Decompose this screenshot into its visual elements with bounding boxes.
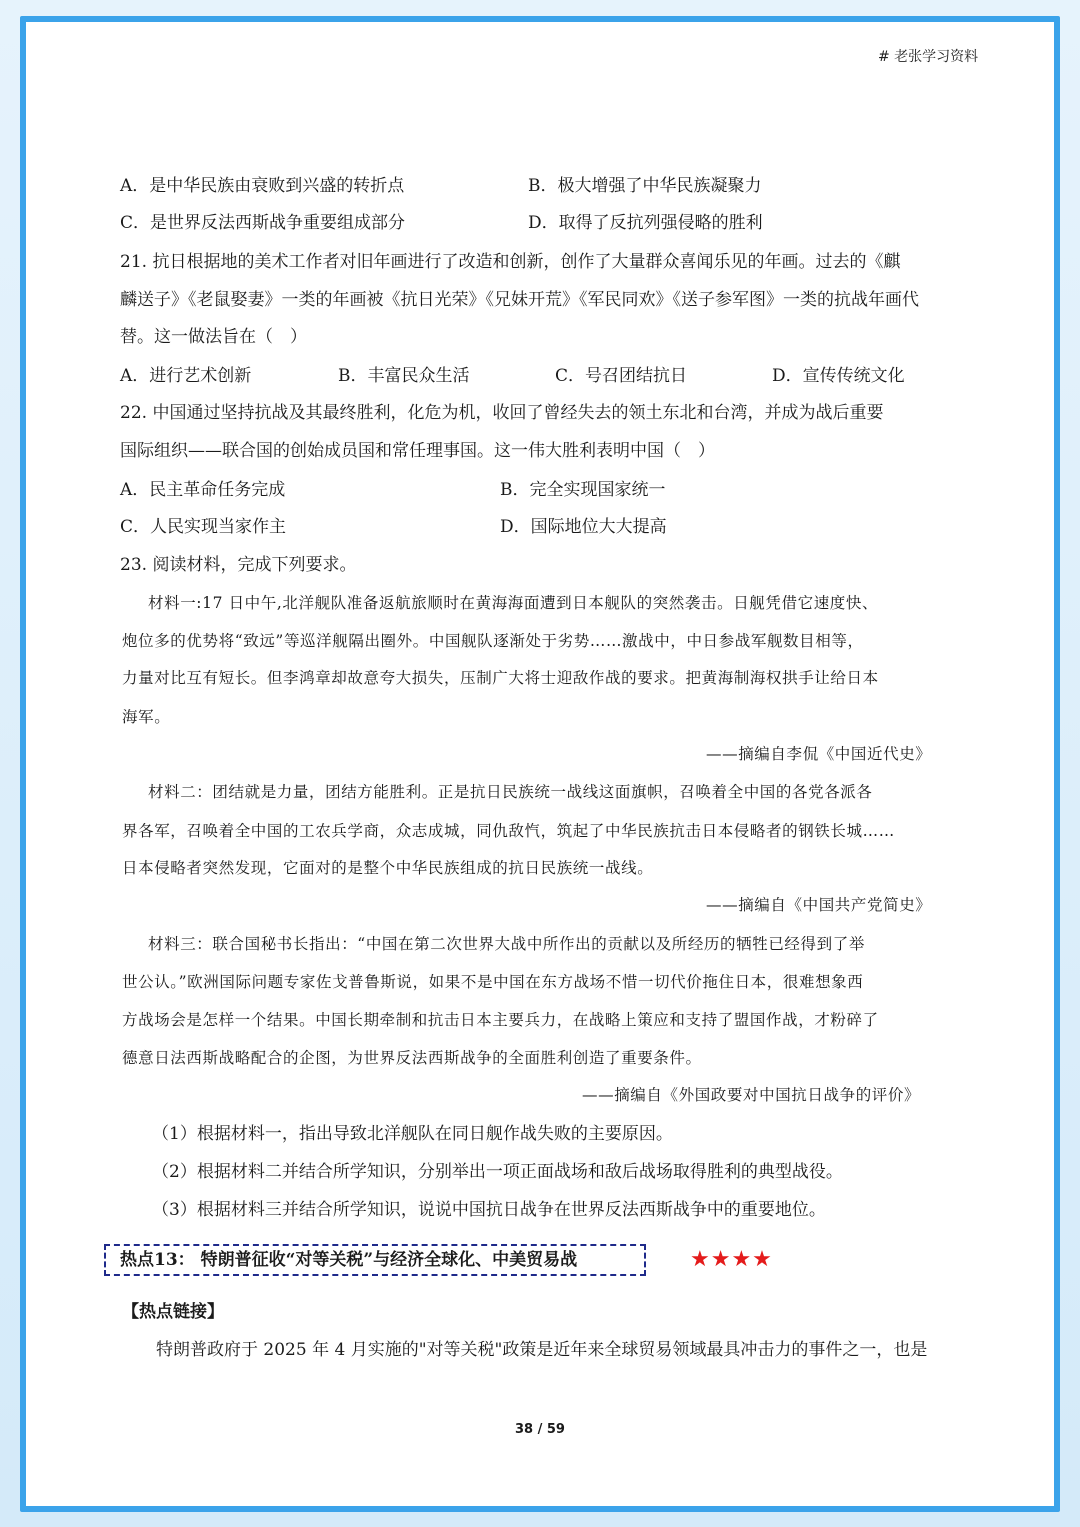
material3-source: ——摘编自《外国政要对中国抗日战争的评价》	[582, 1086, 921, 1104]
q21-option-b: B．丰富民众生活	[338, 366, 470, 386]
material1-source: ——摘编自李侃《中国近代史》	[706, 745, 932, 763]
material3-line1: 材料三：联合国秘书长指出：“中国在第二次世界大战中所作出的贡献以及所经历的牺牲已经得到了举	[148, 935, 865, 953]
q23-subquestion-3: （3）根据材料三并结合所学知识，说说中国抗日战争在世界反法西斯战争中的重要地位。	[152, 1200, 826, 1220]
q22-option-c: C．人民实现当家作主	[120, 517, 287, 537]
q21-stem-line1: 21. 抗日根据地的美术工作者对旧年画进行了改造和创新，创作了大量群众喜闻乐见的年画。过去的《麒	[120, 252, 901, 272]
material2-line3: 日本侵略者突然发现，它面对的是整个中华民族组成的抗日民族统一战线。	[122, 859, 654, 877]
q20-option-b: B．极大增强了中华民族凝聚力	[528, 176, 762, 196]
q22-option-d: D．国际地位大大提高	[500, 517, 667, 537]
hotspot-title: 热点13： 特朗普征收“对等关税”与经济全球化、中美贸易战	[120, 1250, 578, 1270]
material2-line2: 界各军，召唤着全中国的工农兵学商，众志成城，同仇敌忾，筑起了中华民族抗击日本侵略者的钢铁长城……	[122, 822, 895, 840]
q23-stem: 23. 阅读材料，完成下列要求。	[120, 555, 357, 575]
q20-option-c: C．是世界反法西斯战争重要组成部分	[120, 213, 406, 233]
header-tag: # 老张学习资料	[878, 49, 979, 65]
q21-option-c: C．号召团结抗日	[555, 366, 688, 386]
material2-line1: 材料二：团结就是力量，团结方能胜利。正是抗日民族统一战线这面旗帜，召唤着全中国的各党各派各	[148, 783, 873, 801]
document-page	[20, 16, 1060, 1512]
q22-option-b: B．完全实现国家统一	[500, 480, 666, 500]
q21-option-a: A．进行艺术创新	[120, 366, 252, 386]
q20-option-d: D．取得了反抗列强侵略的胜利	[528, 213, 763, 233]
material1-line1: 材料一:17 日中午,北洋舰队准备返航旅顺时在黄海海面遭到日本舰队的突然袭击。日舰凭借它速度快、	[148, 594, 879, 612]
q23-subquestion-1: （1）根据材料一，指出导致北洋舰队在同日舰作战失败的主要原因。	[152, 1124, 673, 1144]
material2-source: ——摘编自《中国共产党简史》	[706, 896, 932, 914]
q22-stem-line1: 22. 中国通过坚持抗战及其最终胜利，化危为机，收回了曾经失去的领土东北和台湾，并成为战后重要	[120, 403, 884, 423]
material1-line3: 力量对比互有短长。但李鸿章却故意夸大损失，压制广大将士迎敌作战的要求。把黄海制海权拱手让给日本	[122, 669, 879, 687]
q22-stem-line2: 国际组织——联合国的创始成员国和常任理事国。这一伟大胜利表明中国（ ）	[120, 441, 715, 461]
q21-stem-line2: 麟送子》《老鼠娶妻》一类的年画被《抗日光荣》《兄妹开荒》《军民同欢》《送子参军图》一类的抗战年画代	[120, 290, 919, 310]
q22-option-a: A．民主革命任务完成	[120, 480, 286, 500]
page-number: 38 / 59	[515, 1422, 565, 1437]
q21-stem-line3: 替。这一做法旨在（ ）	[120, 327, 307, 347]
q20-option-a: A．是中华民族由衰败到兴盛的转折点	[120, 176, 405, 196]
hotspot-paragraph-line1: 特朗普政府于 2025 年 4 月实施的"对等关税"政策是近年来全球贸易领域最具冲击力的事件之一，也是	[156, 1340, 928, 1360]
material1-line4: 海军。	[122, 708, 171, 726]
material1-line2: 炮位多的优势将“致远”等巡洋舰隔出圈外。中国舰队逐渐处于劣势……激战中，中日参战军舰数目相等，	[122, 632, 864, 650]
q23-subquestion-2: （2）根据材料二并结合所学知识，分别举出一项正面战场和敌后战场取得胜利的典型战役。	[152, 1162, 843, 1182]
material3-line3: 方战场会是怎样一个结果。中国长期牵制和抗击日本主要兵力，在战略上策应和支持了盟国作战，才粉碎了	[122, 1011, 879, 1029]
material3-line4: 德意日法西斯战略配合的企图，为世界反法西斯战争的全面胜利创造了重要条件。	[122, 1049, 702, 1067]
rating-stars: ★★★★	[690, 1247, 773, 1272]
material3-line2: 世公认。”欧洲国际问题专家佐戈普鲁斯说，如果不是中国在东方战场不惜一切代价拖住日本，很难想象西	[122, 973, 864, 991]
q21-option-d: D．宣传传统文化	[772, 366, 905, 386]
hotspot-link-heading: 【热点链接】	[122, 1302, 224, 1322]
